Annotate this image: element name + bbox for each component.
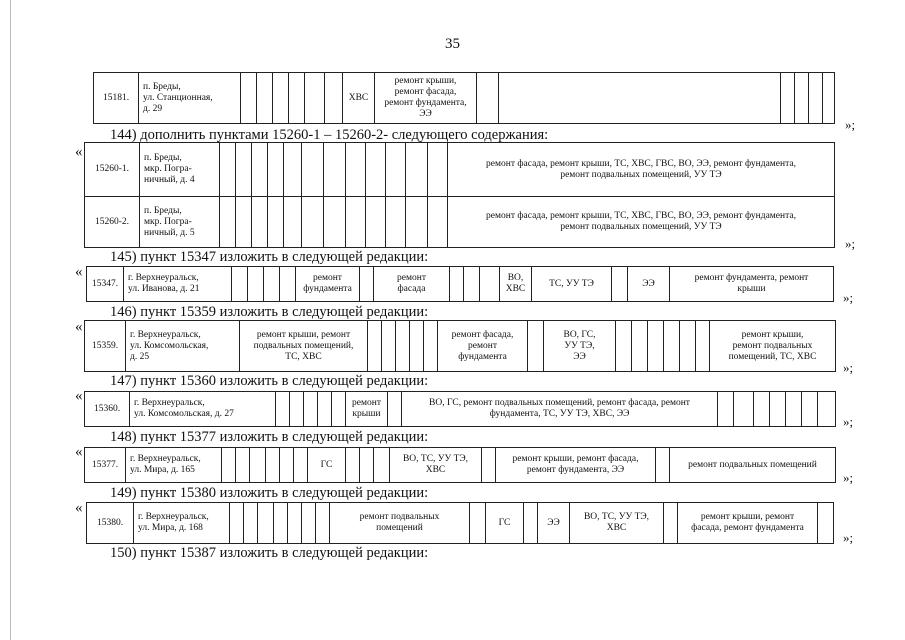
empty-cell bbox=[717, 392, 733, 426]
work-cell: ремонт крыши bbox=[345, 392, 387, 426]
item-number: 15359. bbox=[91, 340, 119, 351]
page-edge bbox=[10, 0, 11, 640]
empty-cell bbox=[647, 321, 663, 371]
empty-cell bbox=[423, 321, 437, 371]
table-row bbox=[85, 143, 834, 196]
work-cell: ремонт крыши, ремонт подвальных помещений, ТС, ХВС bbox=[239, 321, 367, 371]
empty-cell bbox=[257, 503, 273, 543]
empty-cell bbox=[817, 503, 833, 543]
empty-cell bbox=[523, 503, 537, 543]
work-cell: ремонт фасада bbox=[373, 267, 449, 301]
empty-cell bbox=[323, 143, 345, 196]
table-row bbox=[85, 448, 835, 482]
empty-cell bbox=[249, 448, 265, 482]
empty-cell bbox=[251, 143, 267, 196]
empty-cell bbox=[359, 267, 373, 301]
empty-cell bbox=[481, 448, 495, 482]
empty-cell bbox=[373, 448, 389, 482]
empty-cell bbox=[367, 321, 381, 371]
empty-cell bbox=[405, 143, 427, 196]
table-15377 bbox=[84, 447, 836, 483]
empty-cell bbox=[476, 73, 498, 123]
work-cell: ремонт подвальных помещений bbox=[669, 448, 835, 482]
quote-close: »; bbox=[845, 236, 856, 251]
empty-cell bbox=[479, 267, 499, 301]
empty-cell bbox=[283, 197, 301, 247]
table-15359 bbox=[84, 320, 836, 372]
table-15181 bbox=[93, 72, 835, 124]
empty-cell bbox=[663, 503, 677, 543]
quote-close: »; bbox=[843, 414, 854, 429]
item-number: 15380. bbox=[96, 517, 124, 528]
empty-cell bbox=[801, 392, 817, 426]
work-cell: ВО, ТС, УУ ТЭ, ХВС bbox=[569, 503, 663, 543]
empty-cell bbox=[405, 197, 427, 247]
empty-cell bbox=[611, 267, 627, 301]
table-15380 bbox=[86, 502, 834, 544]
work-cell: ремонт крыши, ремонт фасада, ремонт фундамента, ЭЭ bbox=[495, 448, 655, 482]
empty-cell bbox=[385, 197, 405, 247]
empty-cell bbox=[409, 321, 423, 371]
empty-cell bbox=[345, 143, 365, 196]
instruction-149: 149) пункт 15380 изложить в следующей редакции: bbox=[110, 485, 429, 501]
instruction-147: 147) пункт 15360 изложить в следующей редакции: bbox=[110, 373, 429, 389]
empty-cell bbox=[283, 143, 301, 196]
quote-close: »; bbox=[843, 290, 854, 305]
empty-cell bbox=[794, 73, 808, 123]
empty-cell bbox=[679, 321, 695, 371]
empty-cell bbox=[663, 321, 679, 371]
empty-cell bbox=[365, 143, 385, 196]
empty-cell bbox=[331, 392, 345, 426]
empty-cell bbox=[243, 503, 257, 543]
work-cell: ремонт фасада, ремонт крыши, ТС, ХВС, ГВС, ВО, ЭЭ, ремонт фундамента, ремонт подвальных помещений, УУ ТЭ bbox=[447, 197, 834, 247]
work-cell: ремонт фасада, ремонт фундамента bbox=[437, 321, 527, 371]
empty-cell bbox=[229, 503, 243, 543]
quote-open: « bbox=[75, 144, 83, 160]
instruction-146: 146) пункт 15359 изложить в следующей редакции: bbox=[110, 304, 429, 320]
item-number: 15360. bbox=[93, 403, 121, 414]
empty-cell bbox=[287, 503, 301, 543]
empty-cell bbox=[235, 197, 251, 247]
item-number: 15181. bbox=[102, 92, 130, 103]
work-cell: ЭЭ bbox=[627, 267, 669, 301]
address-cell: г. Верхнеуральск, ул. Комсомольская, д. 27 bbox=[129, 392, 275, 426]
address-cell: г. Верхнеуральск, ул. Комсомольская, д. 25 bbox=[125, 321, 239, 371]
empty-cell bbox=[780, 73, 794, 123]
empty-cell bbox=[469, 503, 485, 543]
empty-cell bbox=[304, 73, 324, 123]
address-cell: г. Верхнеуральск, ул. Мира, д. 165 bbox=[125, 448, 221, 482]
empty-cell bbox=[324, 73, 342, 123]
work-cell: ремонт фундамента, ремонт крыши bbox=[669, 267, 833, 301]
empty-cell bbox=[303, 392, 317, 426]
address-cell: п. Бреды, мкр. Погра- ничный, д. 4 bbox=[139, 143, 219, 196]
empty-cell bbox=[527, 321, 543, 371]
table-row bbox=[85, 196, 834, 247]
empty-cell bbox=[279, 267, 295, 301]
instruction-150: 150) пункт 15387 изложить в следующей редакции: bbox=[110, 545, 429, 561]
empty-cell bbox=[323, 197, 345, 247]
empty-cell bbox=[275, 392, 289, 426]
empty-cell bbox=[655, 448, 669, 482]
empty-cell bbox=[301, 503, 315, 543]
empty-cell bbox=[395, 321, 409, 371]
table-row bbox=[94, 73, 834, 123]
empty-cell bbox=[279, 448, 293, 482]
quote-open: « bbox=[75, 264, 83, 280]
empty-cell bbox=[345, 197, 365, 247]
empty-cell bbox=[822, 73, 834, 123]
work-cell: ХВС bbox=[342, 73, 374, 123]
quote-open: « bbox=[75, 500, 83, 516]
empty-cell bbox=[301, 197, 323, 247]
table-row bbox=[85, 321, 835, 371]
empty-cell bbox=[385, 143, 405, 196]
work-cell: ГС bbox=[307, 448, 345, 482]
empty-cell bbox=[359, 448, 373, 482]
empty-cell bbox=[273, 503, 287, 543]
empty-cell bbox=[498, 73, 780, 123]
address-cell: п. Бреды, мкр. Погра- ничный, д. 5 bbox=[139, 197, 219, 247]
empty-cell bbox=[235, 448, 249, 482]
table-row bbox=[87, 503, 833, 543]
table-15260 bbox=[84, 142, 835, 248]
empty-cell bbox=[695, 321, 709, 371]
quote-close: »; bbox=[845, 117, 856, 132]
table-row bbox=[87, 267, 833, 301]
instruction-144: 144) дополнить пунктами 15260-1 – 15260-2- следующего содержания: bbox=[110, 127, 549, 143]
table-row bbox=[85, 392, 835, 426]
empty-cell bbox=[615, 321, 631, 371]
quote-close: »; bbox=[843, 360, 854, 375]
empty-cell bbox=[235, 143, 251, 196]
item-number: 15347. bbox=[91, 278, 119, 289]
empty-cell bbox=[289, 392, 303, 426]
empty-cell bbox=[817, 392, 835, 426]
empty-cell bbox=[301, 143, 323, 196]
page-number: 35 bbox=[445, 36, 460, 52]
empty-cell bbox=[345, 448, 359, 482]
empty-cell bbox=[449, 267, 463, 301]
table-15347 bbox=[86, 266, 834, 302]
empty-cell bbox=[315, 503, 329, 543]
address-cell: п. Бреды, ул. Станционная, д. 29 bbox=[138, 73, 240, 123]
instruction-145: 145) пункт 15347 изложить в следующей редакции: bbox=[110, 249, 429, 265]
address-cell: г. Верхнеуральск, ул. Мира, д. 168 bbox=[133, 503, 229, 543]
work-cell: ремонт крыши, ремонт подвальных помещений, ТС, ХВС bbox=[709, 321, 835, 371]
empty-cell bbox=[288, 73, 304, 123]
work-cell: ремонт крыши, ремонт фасада, ремонт фундамента bbox=[677, 503, 817, 543]
work-cell: ТС, УУ ТЭ bbox=[531, 267, 611, 301]
quote-open: « bbox=[75, 319, 83, 335]
empty-cell bbox=[463, 267, 479, 301]
quote-close: »; bbox=[843, 470, 854, 485]
item-number: 15260-1. bbox=[94, 164, 130, 174]
work-cell: ремонт фундамента bbox=[295, 267, 359, 301]
empty-cell bbox=[365, 197, 385, 247]
empty-cell bbox=[293, 448, 307, 482]
empty-cell bbox=[256, 73, 272, 123]
instruction-148: 148) пункт 15377 изложить в следующей редакции: bbox=[110, 429, 429, 445]
empty-cell bbox=[753, 392, 769, 426]
work-cell: ГС bbox=[485, 503, 523, 543]
work-cell: ВО, ТС, УУ ТЭ, ХВС bbox=[389, 448, 481, 482]
empty-cell bbox=[785, 392, 801, 426]
empty-cell bbox=[240, 73, 256, 123]
item-number: 15260-2. bbox=[94, 216, 130, 227]
work-cell: ремонт крыши, ремонт фасада, ремонт фундамента, ЭЭ bbox=[374, 73, 476, 123]
empty-cell bbox=[387, 392, 401, 426]
quote-close: »; bbox=[843, 530, 854, 545]
work-cell: ВО, ХВС bbox=[499, 267, 531, 301]
empty-cell bbox=[317, 392, 331, 426]
empty-cell bbox=[221, 448, 235, 482]
empty-cell bbox=[808, 73, 822, 123]
empty-cell bbox=[263, 267, 279, 301]
empty-cell bbox=[219, 197, 235, 247]
empty-cell bbox=[381, 321, 395, 371]
work-cell: ремонт подвальных помещений bbox=[329, 503, 469, 543]
empty-cell bbox=[251, 197, 267, 247]
empty-cell bbox=[733, 392, 753, 426]
quote-open: « bbox=[75, 444, 83, 460]
work-cell: ЭЭ bbox=[537, 503, 569, 543]
quote-open: « bbox=[75, 388, 83, 404]
empty-cell bbox=[265, 448, 279, 482]
empty-cell bbox=[427, 197, 447, 247]
empty-cell bbox=[219, 143, 235, 196]
empty-cell bbox=[427, 143, 447, 196]
item-number: 15377. bbox=[91, 459, 119, 470]
work-cell: ремонт фасада, ремонт крыши, ТС, ХВС, ГВС, ВО, ЭЭ, ремонт фундамента, ремонт подвальных помещений, УУ ТЭ bbox=[447, 143, 834, 196]
address-cell: г. Верхнеуральск, ул. Иванова, д. 21 bbox=[123, 267, 231, 301]
work-cell: ВО, ГС, УУ ТЭ, ЭЭ bbox=[543, 321, 615, 371]
work-cell: ВО, ГС, ремонт подвальных помещений, ремонт фасада, ремонт фундамента, ТС, УУ ТЭ, ХВС, ЭЭ bbox=[401, 392, 717, 426]
table-15360 bbox=[84, 391, 836, 427]
empty-cell bbox=[267, 143, 283, 196]
empty-cell bbox=[267, 197, 283, 247]
empty-cell bbox=[769, 392, 785, 426]
empty-cell bbox=[272, 73, 288, 123]
empty-cell bbox=[247, 267, 263, 301]
empty-cell bbox=[631, 321, 647, 371]
empty-cell bbox=[231, 267, 247, 301]
